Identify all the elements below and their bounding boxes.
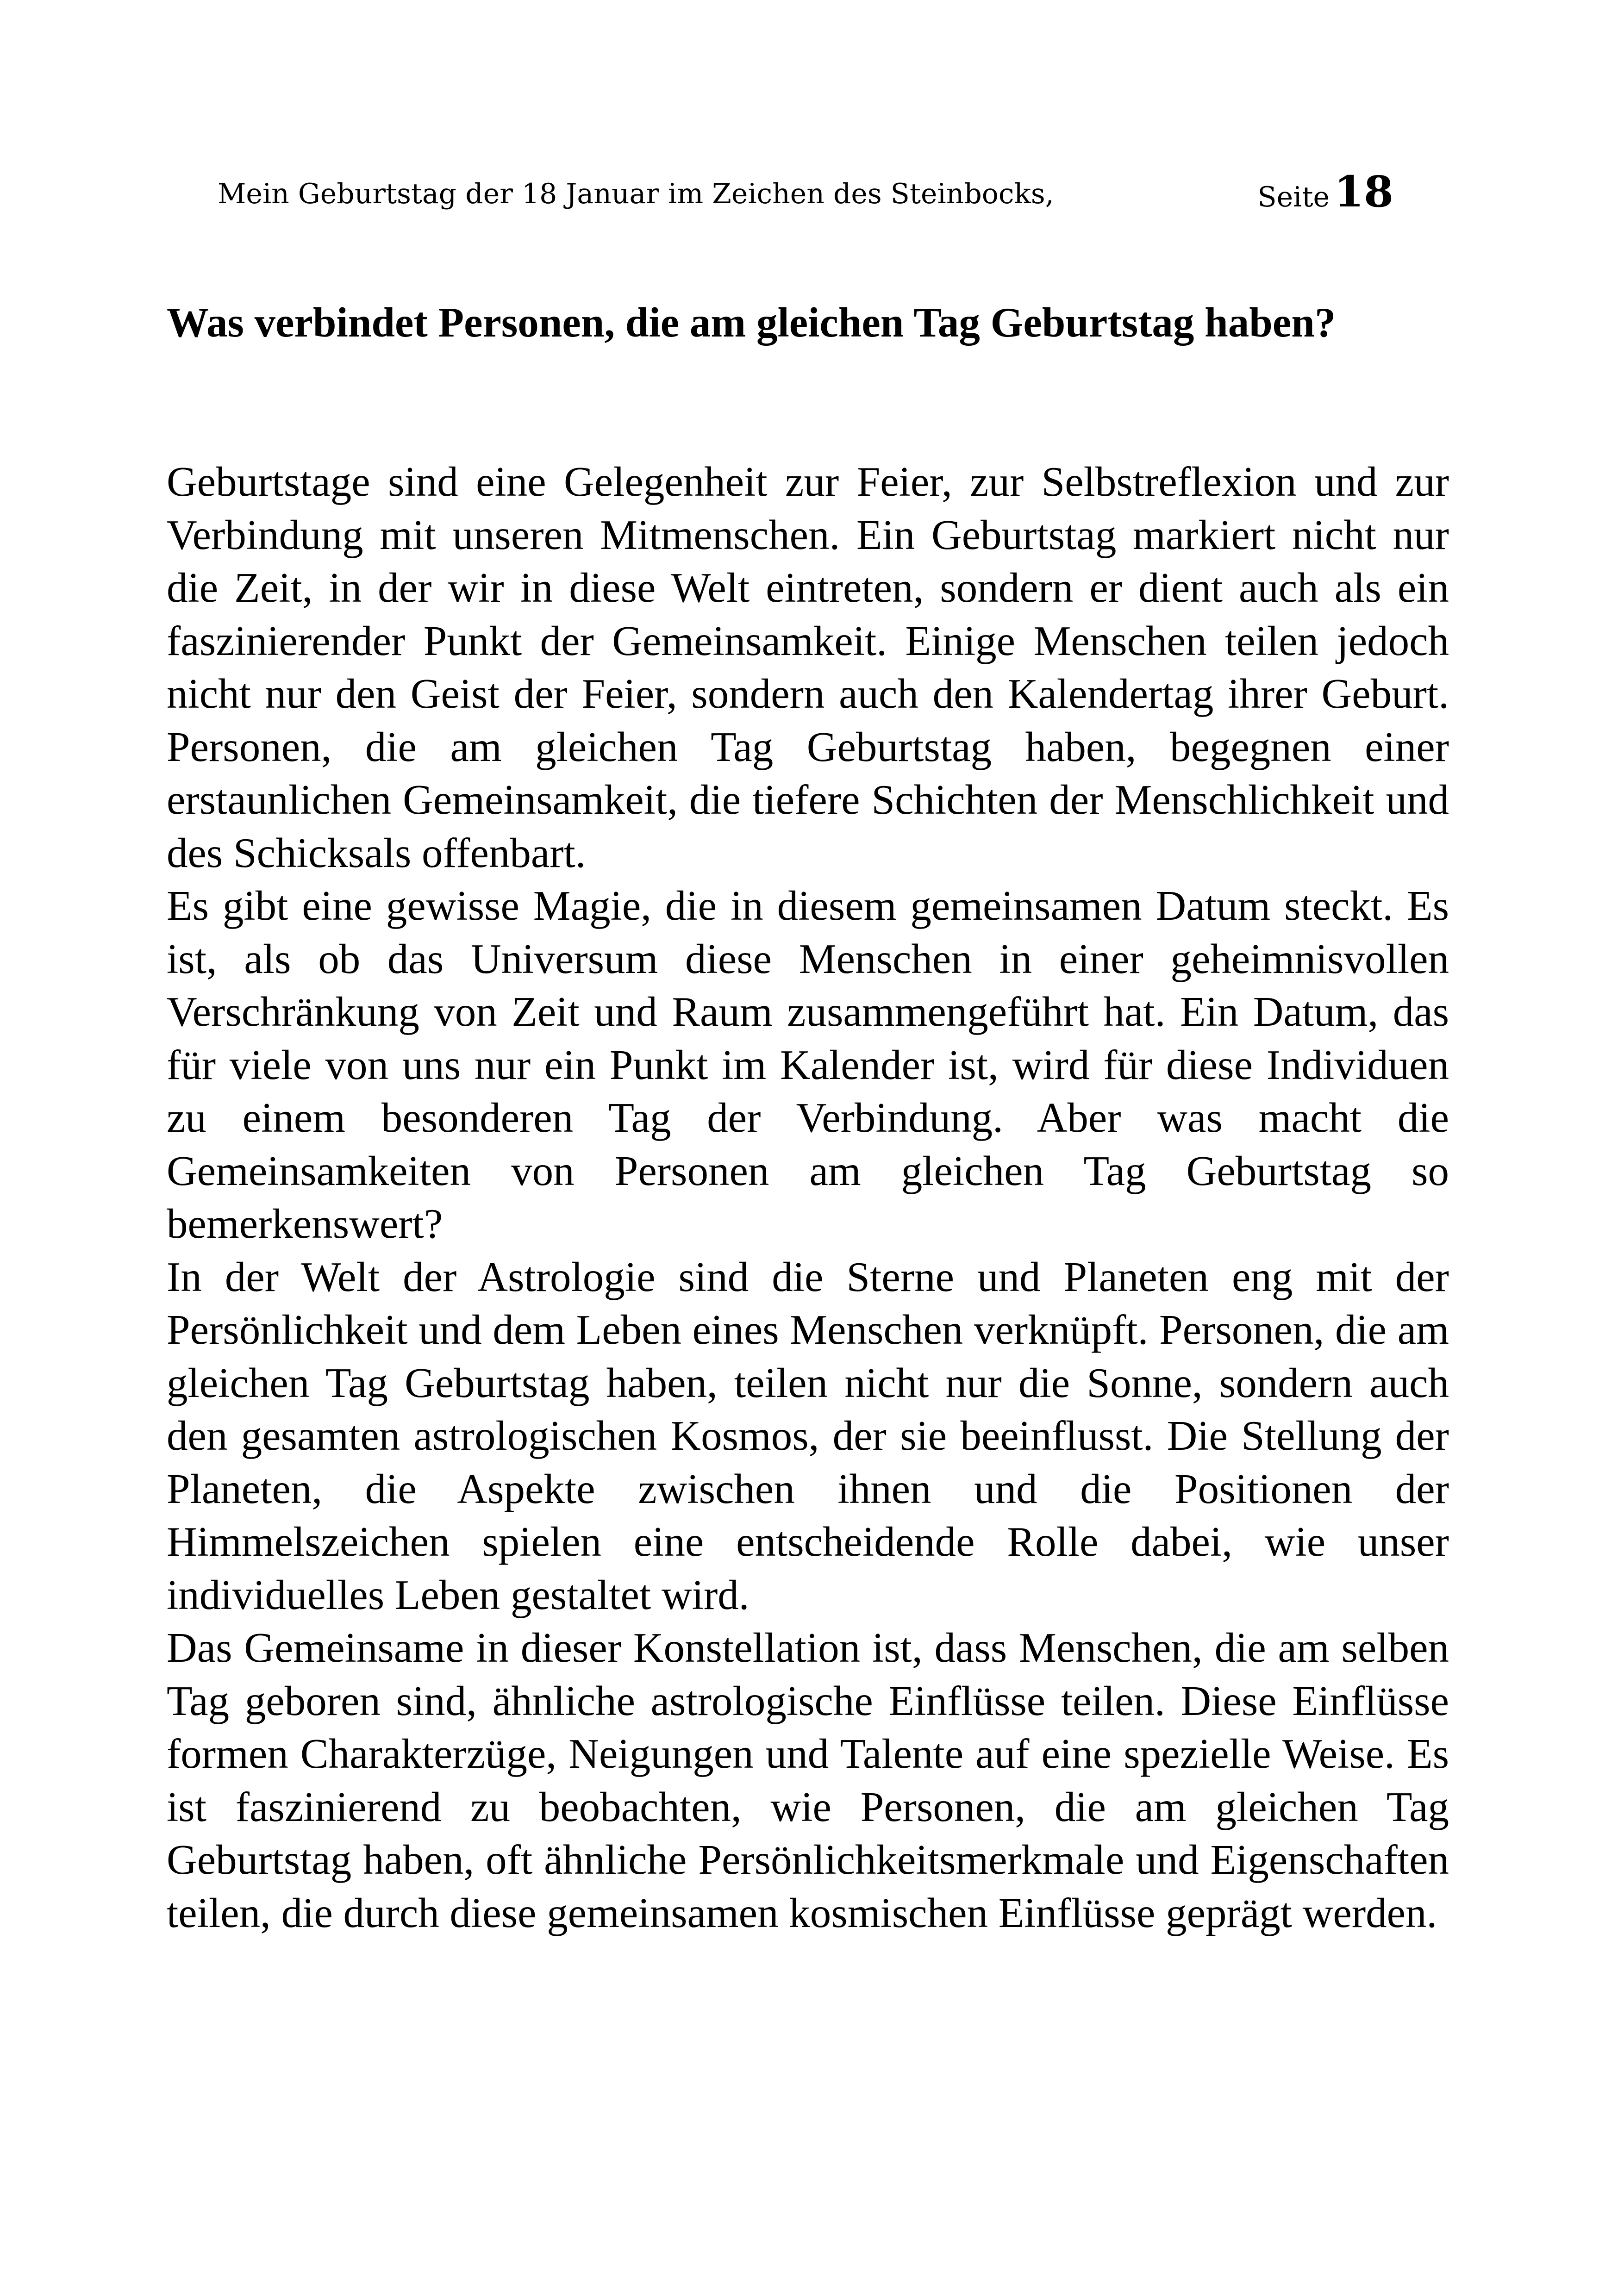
- paragraph: Es gibt eine gewisse Magie, die in diesem gemeinsamen Datum steckt. Es ist, als ob das Universum diese Menschen in einer geheimnisvollen Verschränkung von Zeit und Raum zusammengeführt hat. Ein Datum, das für viele von uns nur ein Punkt im Kalender ist, wird für diese Individuen zu einem besonderen Tag der Verbindung. Aber was macht die Gemeinsamkeiten von Personen am gleichen Tag Geburtstag so bemerkenswert?: [167, 882, 1449, 1247]
- paragraph: Das Gemeinsame in dieser Konstellation ist, dass Menschen, die am selben Tag geboren sind, ähnliche astrologische Einflüsse teilen. Diese Einflüsse formen Charakterzüge, Neigungen und Talente auf eine spezielle Weise. Es ist faszinierend zu beobachten, wie Personen, die am gleichen Tag Geburtstag haben, oft ähnliche Persönlichkeitsmerkmale und Eigenschaften teilen, die durch diese gemeinsamen kosmischen Einflüsse geprägt werden.: [167, 1624, 1449, 1936]
- running-title: Mein Geburtstag der 18 Januar im Zeichen des Steinbocks,: [218, 178, 1054, 210]
- article: [167, 296, 1449, 1940]
- page-word: Seite: [1257, 181, 1330, 213]
- article-body: [167, 455, 1449, 1940]
- page-label: [1258, 167, 1393, 217]
- running-header: [218, 167, 1393, 218]
- page-number: 18: [1334, 167, 1393, 217]
- paragraph: In der Welt der Astrologie sind die Sterne und Planeten eng mit der Persönlichkeit und dem Leben eines Menschen verknüpft. Personen, die am gleichen Tag Geburtstag haben, teilen nicht nur die Sonne, sondern auch den gesamten astrologischen Kosmos, der sie beeinflusst. Die Stellung der Planeten, die Aspekte zwischen ihnen und die Positionen der Himmelszeichen spielen eine entscheidende Rolle dabei, wie unser individuelles Leben gestaltet wird.: [167, 1253, 1449, 1618]
- paragraph: Geburtstage sind eine Gelegenheit zur Feier, zur Selbstreflexion und zur Verbindung mit unseren Mitmenschen. Ein Geburtstag markiert nicht nur die Zeit, in der wir in diese Welt eintreten, sondern er dient auch als ein faszinierender Punkt der Gemeinsamkeit. Einige Menschen teilen jedoch nicht nur den Geist der Feier, sondern auch den Kalendertag ihrer Geburt. Personen, die am gleichen Tag Geburtstag haben, begegnen einer erstaunlichen Gemeinsamkeit, die tiefere Schichten der Menschlichkeit und des Schicksals offenbart.: [167, 458, 1449, 876]
- article-heading: Was verbindet Personen, die am gleichen Tag Geburtstag haben?: [167, 299, 1336, 346]
